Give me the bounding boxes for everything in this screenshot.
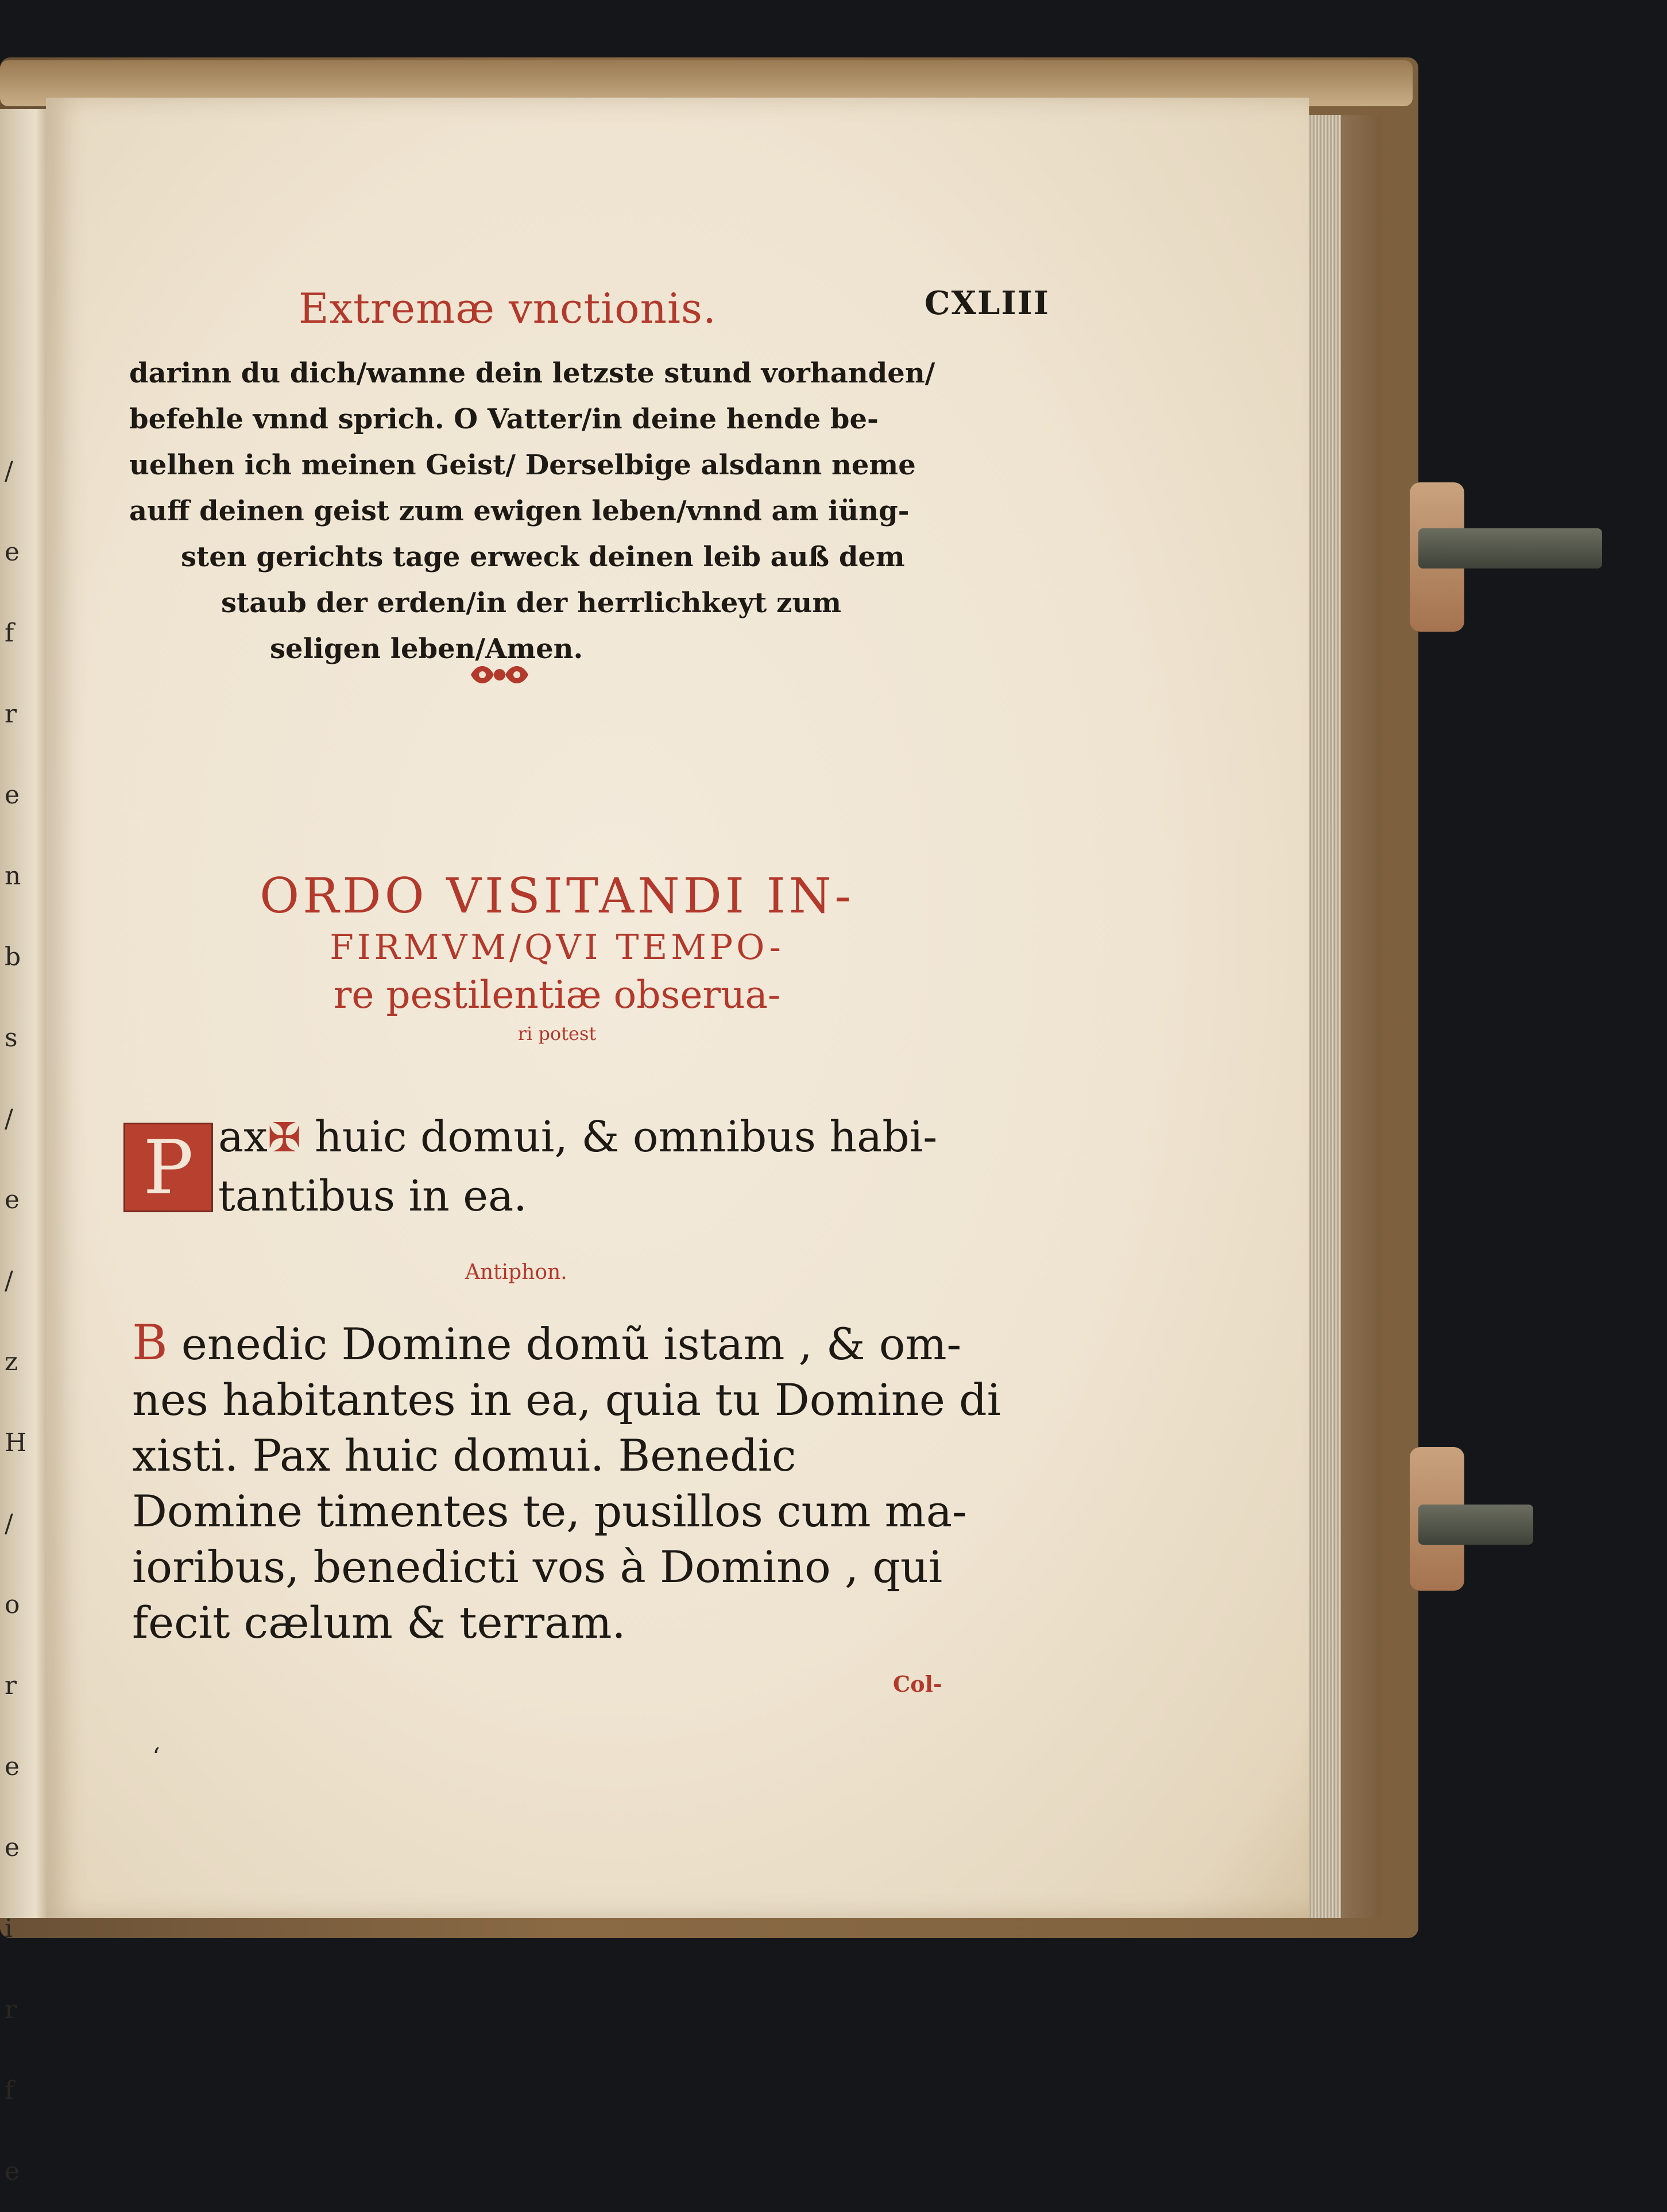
title-line: re pestilentiæ obserua- [333,973,781,1017]
german-line: seligen leben/Amen. [270,633,583,665]
antiphon-label: Antiphon. [465,1260,567,1284]
left-page-letters: / e f r e n b s / e / z H / o r e e i r f e [5,457,27,2186]
clasp-strap-lower [1418,1505,1533,1545]
section-title [155,867,959,1048]
red-initial-b: B [132,1314,168,1371]
clasp-strap-upper [1418,528,1602,569]
title-line: ri potest [517,1023,597,1045]
ink-mark: ‘ [152,1743,160,1772]
german-line: uelhen ich meinen Geist/ Derselbige alsdann neme [129,449,916,481]
german-line: sten gerichts tage erweck deinen leib auß dem [181,541,905,573]
german-line: befehle vnnd sprich. O Vatter/in deine hende be- [129,403,879,435]
folio-number: CXLIII [925,284,1050,322]
german-line: darinn du dich/wanne dein letzste stund vorhanden/ [129,357,935,389]
title-line: ORDO VISITANDI IN- [260,868,854,924]
pax-line-2: tantibus in ea. [218,1171,527,1221]
cross-icon: ✠ [267,1114,301,1161]
latin-line: ioribus, benedicti vos à Domino , qui [132,1541,943,1592]
pax-word: ax [218,1112,268,1162]
pax-line [218,1108,937,1166]
fleuron-ornament-icon [465,660,534,689]
title-line: FIRMVM/QVI TEMPO- [330,927,784,968]
left-page-sliver [0,109,51,2186]
cover-edge [1341,115,1381,1918]
latin-line: B enedic Domine domũ istam , & om- [132,1314,962,1371]
german-line: staub der erden/in der herrlichkeyt zum [221,587,841,619]
decorated-initial [123,1123,213,1212]
catchword: Col- [893,1671,942,1697]
latin-text-block [132,1314,1001,1650]
german-text-block [129,350,950,672]
latin-line: nes habitantes in ea, quia tu Domine di [132,1374,1001,1425]
latin-line: Domine timentes te, pusillos cum ma- [132,1486,967,1537]
latin-line: fecit cælum & terram. [132,1597,626,1648]
initial-letter: P [143,1124,194,1211]
german-line: auff deinen geist zum ewigen leben/vnnd am iüng- [129,495,910,527]
latin-line: xisti. Pax huic domui. Benedic [132,1430,796,1481]
pax-rest: huic domui, & omnibus habi- [301,1112,938,1162]
running-head: Extremæ vnctionis. [299,284,717,332]
